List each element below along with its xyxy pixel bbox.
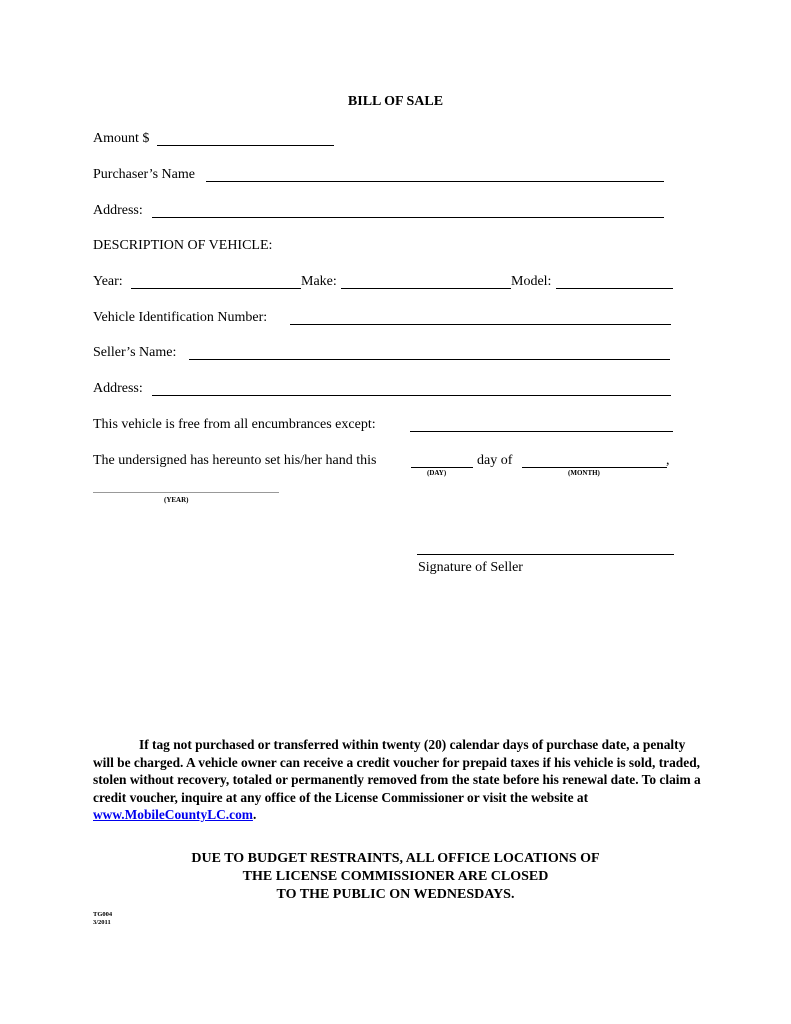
model-label: Model: (511, 274, 552, 289)
form-date: 3/2011 (93, 919, 111, 926)
month-caption: (MONTH) (568, 469, 600, 477)
closure-line-2: THE LICENSE COMMISSIONER ARE CLOSED (242, 869, 549, 884)
closure-line-3: TO THE PUBLIC ON WEDNESDAYS. (276, 887, 515, 902)
amount-label: Amount $ (93, 131, 150, 146)
model-field[interactable] (556, 288, 673, 289)
credit-voucher-notice (93, 736, 705, 824)
encumbrances-field[interactable] (410, 431, 673, 432)
vin-label: Vehicle Identification Number: (93, 310, 268, 325)
website-link[interactable]: www.MobileCountyLC.com (93, 807, 253, 823)
purchaser-address-field[interactable] (152, 217, 664, 218)
day-field[interactable] (411, 467, 473, 468)
year-caption: (YEAR) (164, 496, 189, 504)
month-field[interactable] (522, 467, 667, 468)
vin-field[interactable] (290, 324, 671, 325)
purchaser-address-label: Address: (93, 203, 143, 218)
office-closure-notice (0, 850, 791, 904)
signing-statement: The undersigned has hereunto set his/her hand this (93, 453, 377, 468)
closure-line-1: DUE TO BUDGET RESTRAINTS, ALL OFFICE LOCATIONS OF (191, 851, 600, 866)
make-label: Make: (301, 274, 337, 289)
form-number: TG004 (93, 911, 113, 918)
seller-signature-field[interactable] (417, 554, 674, 555)
encumbrances-label: This vehicle is free from all encumbrances except: (93, 417, 376, 432)
seller-name-label: Seller’s Name: (93, 345, 177, 360)
seller-address-label: Address: (93, 381, 143, 396)
day-caption: (DAY) (427, 469, 447, 477)
purchaser-name-field[interactable] (206, 181, 664, 182)
notice-end: . (252, 807, 257, 823)
signature-of-seller-label: Signature of Seller (418, 560, 523, 575)
year-field[interactable] (131, 288, 301, 289)
year-of-signing-field[interactable] (93, 492, 279, 493)
comma: , (666, 453, 670, 468)
make-field[interactable] (341, 288, 511, 289)
amount-field[interactable] (157, 145, 334, 146)
purchaser-name-label: Purchaser’s Name (93, 167, 195, 182)
seller-name-field[interactable] (189, 359, 670, 360)
seller-address-field[interactable] (152, 395, 671, 396)
day-of-label: day of (477, 453, 513, 468)
page-title: BILL OF SALE (347, 94, 444, 109)
year-label: Year: (93, 274, 123, 289)
vehicle-description-heading: DESCRIPTION OF VEHICLE: (93, 238, 273, 253)
notice-text: If tag not purchased or transferred within twenty (20) calendar days of purchase date, a penalty will be charged. A vehicle owner can receive a credit voucher for prepaid taxes if his vehicle is sold, traded, stolen without recovery, totaled or permanently removed from the state before his renewal date. To claim a credit voucher, inquire at any office of the License Commissioner or visit the website at (93, 737, 701, 805)
